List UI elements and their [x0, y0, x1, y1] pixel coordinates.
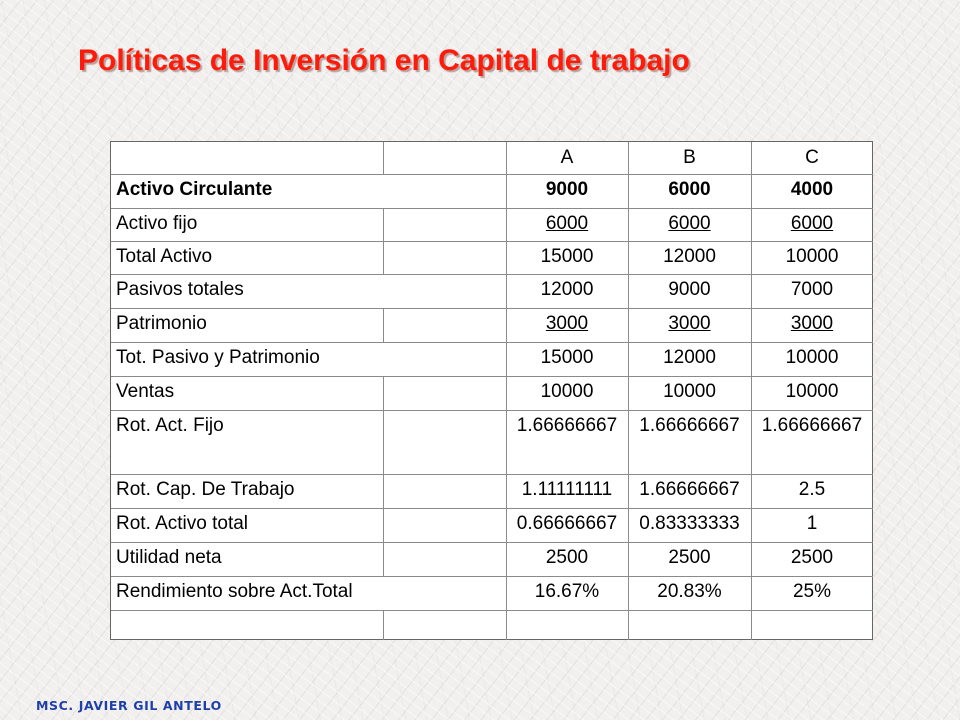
table-cell: 1.66666667: [761, 415, 863, 436]
row-label: Tot. Pasivo y Patrimonio: [116, 347, 320, 368]
table-cell: 3000: [668, 313, 711, 334]
grid-line-vertical: [383, 241, 384, 274]
table-cell: 4000: [790, 179, 834, 200]
table-cell: 2.5: [798, 479, 826, 500]
slide-title: Políticas de Inversión en Capital de trabajo: [78, 44, 690, 77]
column-header: A: [560, 147, 574, 168]
row-label: Utilidad neta: [116, 547, 222, 568]
table-cell: 2500: [545, 547, 589, 568]
row-label: Rot. Activo total: [116, 513, 249, 534]
grid-line-vertical: [383, 208, 384, 241]
grid-line-vertical: [383, 410, 384, 474]
table-cell: 12000: [663, 246, 716, 267]
table-cell: 1.11111111: [521, 479, 613, 500]
table-cell: 16.67%: [534, 581, 600, 602]
row-label: Rendimiento sobre Act.Total: [116, 581, 353, 602]
row-label: Patrimonio: [116, 313, 207, 334]
table-cell: 6000: [545, 213, 589, 234]
table-cell: 10000: [785, 246, 839, 267]
table-cell: 9000: [545, 179, 589, 200]
table-cell: 7000: [790, 279, 834, 300]
column-header: C: [805, 147, 819, 168]
table-cell: 2500: [790, 547, 834, 568]
table-cell: 1.66666667: [516, 415, 618, 436]
table-cell: 1.66666667: [639, 479, 740, 500]
table-cell: 6000: [668, 179, 711, 200]
row-label: Activo Circulante: [116, 179, 273, 200]
grid-line-vertical: [383, 508, 384, 542]
table-cell: 12000: [540, 279, 594, 300]
grid-line-vertical: [383, 308, 384, 342]
table-cell: 1.66666667: [639, 415, 740, 436]
table-cell: 1: [806, 513, 818, 534]
table-cell: 0.66666667: [516, 513, 618, 534]
spreadsheet-table: [110, 141, 873, 640]
table-cell: 9000: [668, 279, 711, 300]
table-cell: 3000: [790, 313, 834, 334]
table-cell: 0.83333333: [639, 513, 740, 534]
table-cell: 10000: [663, 381, 716, 402]
grid-line-vertical: [383, 542, 384, 576]
row-label: Activo fijo: [116, 213, 198, 234]
grid-line-vertical: [383, 376, 384, 410]
grid-line-vertical: [383, 474, 384, 508]
table-cell: 2500: [668, 547, 711, 568]
table-cell: 10000: [785, 347, 839, 368]
row-label: Pasivos totales: [116, 279, 244, 300]
grid-line-vertical: [383, 610, 384, 640]
footer-author: MSC. JAVIER GIL ANTELO: [36, 698, 222, 713]
row-label: Ventas: [116, 381, 175, 402]
table-cell: 6000: [790, 213, 834, 234]
row-label: Rot. Act. Fijo: [116, 415, 224, 436]
table-cell: 15000: [540, 246, 594, 267]
table-cell: 12000: [663, 347, 716, 368]
table-cell: 10000: [540, 381, 594, 402]
table-cell: 3000: [545, 313, 589, 334]
column-header: B: [683, 147, 696, 168]
table-cell: 15000: [540, 347, 594, 368]
grid-line-vertical: [383, 142, 384, 174]
table-cell: 25%: [792, 581, 832, 602]
table-cell: 6000: [668, 213, 711, 234]
row-label: Total Activo: [116, 246, 213, 267]
table-cell: 10000: [785, 381, 839, 402]
table-cell: 20.83%: [657, 581, 722, 602]
row-label: Rot. Cap. De Trabajo: [116, 479, 295, 500]
